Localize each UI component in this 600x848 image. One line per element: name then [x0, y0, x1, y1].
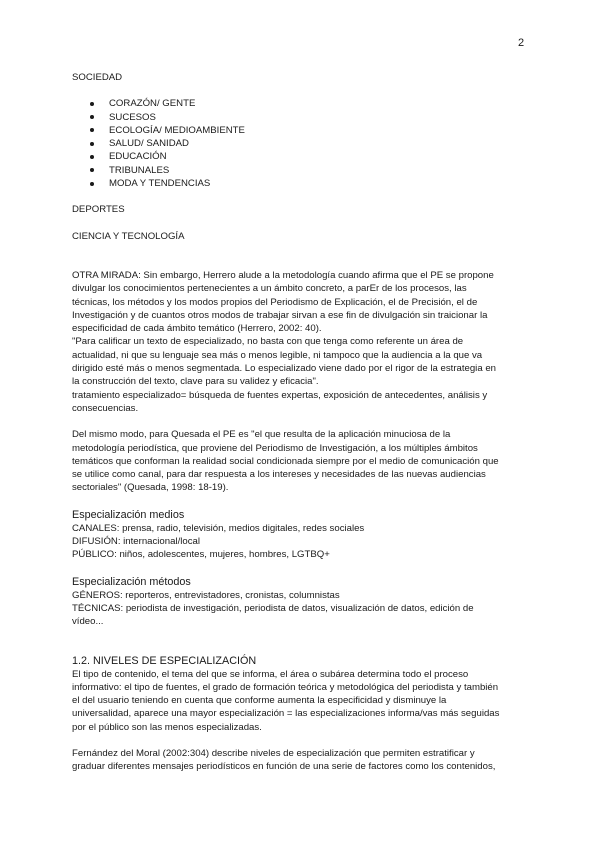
text-line: por el público son las menos especializadas.	[72, 721, 262, 733]
text-line: el del usuario teniendo en cuenta que conforme aumenta la especificidad y disminuye la	[72, 695, 447, 707]
section-title: 1.2. NIVELES DE ESPECIALIZACIÓN	[72, 654, 257, 667]
text-line: El tipo de contenido, el tema del que se informa, el área o subárea determina todo el proceso	[72, 668, 469, 680]
text-line: técnicas, los métodos y los modos propios del Periodismo de Explicación, el de Precisión, el de	[72, 296, 478, 308]
text-line: metodología periodística, que proviene del Periodismo de Investigación, a los múltiples ámbitos	[72, 442, 478, 454]
text-line: informativo: el tipo de fuentes, el grado de formación teórica y metodológica del periodista y también	[72, 681, 499, 693]
metodos-heading: Especialización métodos	[72, 575, 191, 588]
text-line: divulgar los conocimientos pertenecientes a un ámbito concreto, a parEr de los procesos, las	[72, 283, 467, 295]
list-item: CORAZÓN/ GENTE	[90, 97, 522, 110]
text-line: tratamiento especializado= búsqueda de fuentes expertas, exposición de antecedentes, análisis y	[72, 389, 488, 401]
page-number: 2	[518, 37, 525, 49]
text-line: temáticos que conforman la realidad social condicionada siempre por el medio de comunicación que	[72, 455, 499, 467]
text-line: "Para calificar un texto de especializado, no basta con que tenga como referente un área de	[72, 336, 464, 348]
sociedad-heading: SOCIEDAD	[72, 72, 123, 83]
text-line: especificidad de cada ámbito temático (Herrero, 2002: 40).	[72, 323, 322, 335]
list-item: SUCESOS	[90, 111, 522, 124]
text-line: OTRA MIRADA: Sin embargo, Herrero alude a la metodología cuando afirma que el PE se propone	[72, 269, 494, 281]
text-line: TÉCNICAS: periodista de investigación, periodista de datos, visualización de datos, edición de	[72, 602, 474, 614]
text-line: se utilice como canal, para dar respuesta a los intereses y necesidades de las nuevas audiencias	[72, 469, 486, 481]
document-body	[72, 71, 522, 774]
quesada-paragraph	[72, 428, 522, 494]
text-line: PÚBLICO: niños, adolescentes, mujeres, hombres, LGTBQ+	[72, 549, 330, 561]
text-line: Del mismo modo, para Quesada el PE es "el que resulta de la aplicación minuciosa de la	[72, 429, 451, 441]
text-line: dirigido esté más o menos segmentada. Lo especializado viene dado por el rigor de la estrategia en	[72, 363, 496, 375]
sociedad-list	[72, 97, 522, 190]
ciencia-heading: CIENCIA Y TECNOLOGÍA	[72, 230, 185, 242]
text-line: actualidad, ni que su lenguaje sea más o menos legible, ni tampoco que la audiencia a la que va	[72, 349, 483, 361]
text-line: CANALES: prensa, radio, televisión, medios digitales, redes sociales	[72, 522, 365, 534]
text-line: graduar diferentes mensajes periodísticos en función de una serie de factores como los contenidos,	[72, 761, 496, 773]
text-line: Investigación y de cuantos otros modos de trabajar sirvan a ese fin de divulgación sin traicionar la	[72, 309, 488, 321]
text-line: consecuencias.	[72, 402, 139, 414]
list-item: SALUD/ SANIDAD	[90, 137, 522, 150]
list-item: ECOLOGÍA/ MEDIOAMBIENTE	[90, 124, 522, 137]
text-line: Fernández del Moral (2002:304) describe niveles de especialización que permiten estratificar y	[72, 747, 475, 759]
text-line: GÉNEROS: reporteros, entrevistadores, cronistas, columnistas	[72, 589, 340, 601]
text-line: sectoriales" (Quesada, 1998: 18-19).	[72, 482, 229, 494]
fernandez-paragraph	[72, 747, 522, 774]
text-line: la construcción del texto, clave para su validez y eficacia".	[72, 376, 319, 388]
niveles-paragraph	[72, 668, 522, 734]
list-item: TRIBUNALES	[90, 164, 522, 177]
text-line: vídeo...	[72, 616, 104, 628]
deportes-heading: DEPORTES	[72, 204, 125, 216]
text-line: DIFUSIÓN: internacional/local	[72, 536, 200, 548]
text-line: universalidad, aparece una mayor especialización = las especializaciones informa/vas más seguidas	[72, 708, 500, 720]
list-item: MODA Y TENDENCIAS	[90, 177, 522, 190]
otra-mirada-paragraph	[72, 269, 522, 415]
list-item: EDUCACIÓN	[90, 150, 522, 163]
medios-heading: Especialización medios	[72, 508, 185, 521]
